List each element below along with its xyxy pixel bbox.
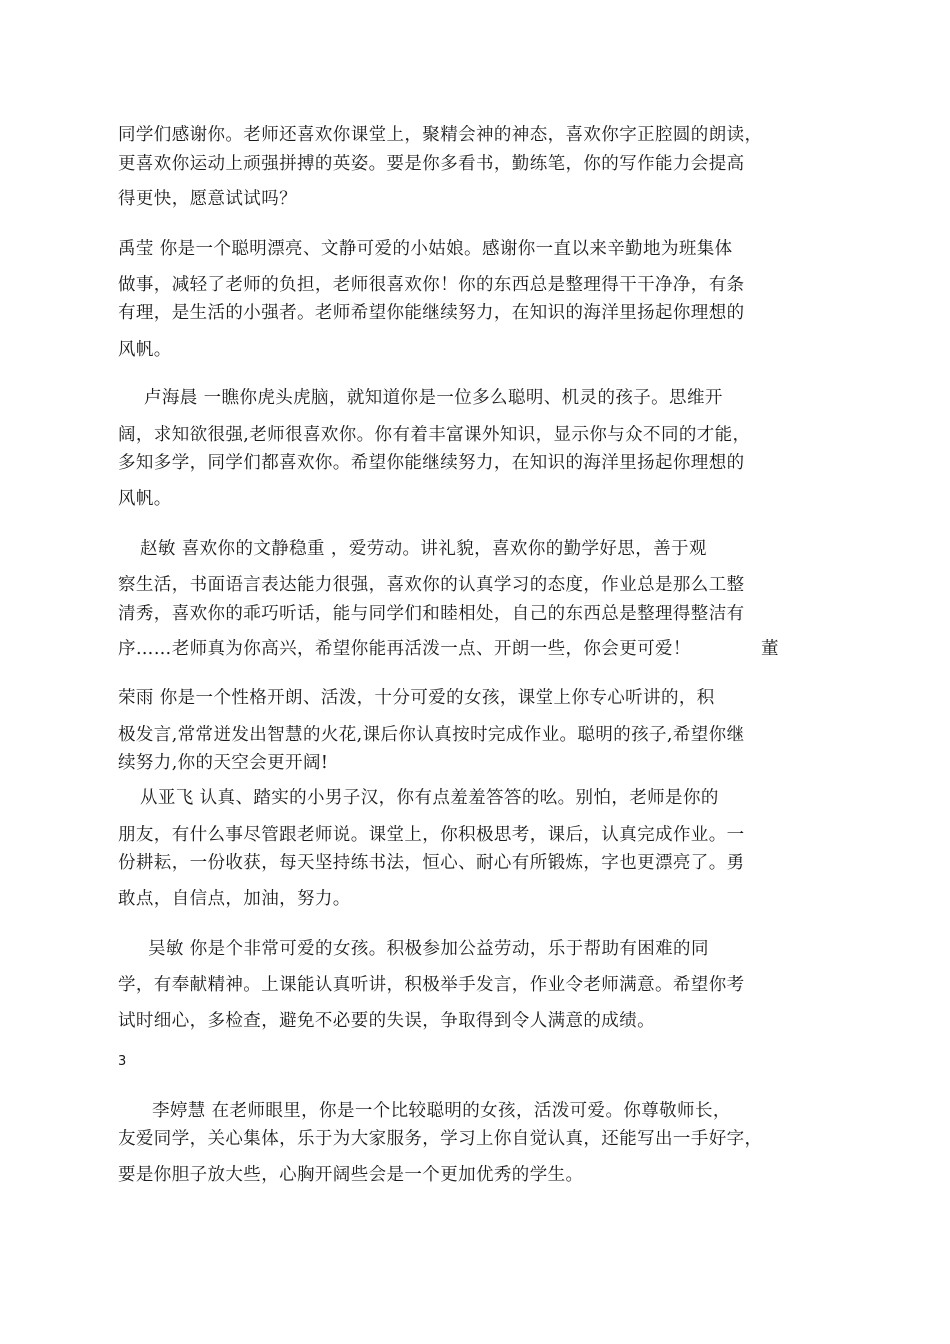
text-line: 风帆。 xyxy=(118,489,172,509)
text-line: 董 xyxy=(761,639,779,659)
text-line: 清秀，喜欢你的乖巧听话，能与同学们和睦相处，自己的东西总是整理得整洁有 xyxy=(118,604,745,624)
text-line: 荣雨 你是一个性格开朗、活泼，十分可爱的女孩，课堂上你专心听讲的，积 xyxy=(118,688,715,708)
text-line: 禹莹 你是一个聪明漂亮、文静可爱的小姑娘。感谢你一直以来辛勤地为班集体 xyxy=(118,239,733,259)
text-line: 阔，求知欲很强,老师很喜欢你。你有着丰富课外知识，显示你与众不同的才能， xyxy=(118,425,751,445)
text-line: 要是你胆子放大些，心胸开阔些会是一个更加优秀的学生。 xyxy=(118,1165,584,1185)
text-line: 多知多学，同学们都喜欢你。希望你能继续努力，在知识的海洋里扬起你理想的 xyxy=(118,453,745,473)
text-line: 吴敏 你是个非常可爱的女孩。积极参加公益劳动，乐于帮助有困难的同 xyxy=(148,939,709,959)
text-line: 李婷慧 在老师眼里，你是一个比较聪明的女孩，活泼可爱。你尊敬师长， xyxy=(152,1101,731,1121)
text-line: 序……老师真为你高兴，希望你能再活泼一点、开朗一些，你会更可爱！ xyxy=(118,639,691,659)
text-line: 得更快，愿意试试吗？ xyxy=(118,189,297,209)
text-line: 敢点，自信点，加油，努力。 xyxy=(118,889,351,909)
text-line: 份耕耘，一份收获，每天坚持练书法，恒心、耐心有所锻炼，字也更漂亮了。勇 xyxy=(118,853,745,873)
text-line: 从亚飞 认真、踏实的小男子汉，你有点羞羞答答的吆。别怕，老师是你的 xyxy=(140,788,719,808)
text-line: 察生活，书面语言表达能力很强，喜欢你的认真学习的态度，作业总是那么工整 xyxy=(118,575,745,595)
text-line: 做事，减轻了老师的负担，老师很喜欢你！你的东西总是整理得干干净净，有条 xyxy=(118,275,745,295)
text-line: 卢海晨 一瞧你虎头虎脑，就知道你是一位多么聪明、机灵的孩子。思维开 xyxy=(144,388,723,408)
text-line: 朋友，有什么事尽管跟老师说。课堂上，你积极思考，课后，认真完成作业。一 xyxy=(118,825,745,845)
text-line: 赵敏 喜欢你的文静稳重 ，爱劳动。讲礼貌，喜欢你的勤学好思，善于观 xyxy=(140,539,707,559)
page-number: 3 xyxy=(118,1054,127,1069)
text-line: 有理，是生活的小强者。老师希望你能继续努力，在知识的海洋里扬起你理想的 xyxy=(118,303,745,323)
text-line: 极发言,常常迸发出智慧的火花,课后你认真按时完成作业。聪明的孩子,希望你继 xyxy=(118,725,745,745)
text-line: 风帆。 xyxy=(118,340,172,360)
text-line: 学，有奉献精神。上课能认真听讲，积极举手发言，作业令老师满意。希望你考 xyxy=(118,975,745,995)
text-line: 续努力,你的天空会更开阔! xyxy=(118,753,329,773)
text-line: 更喜欢你运动上顽强拼搏的英姿。要是你多看书，勤练笔，你的写作能力会提高 xyxy=(118,154,745,174)
text-line: 友爱同学，关心集体，乐于为大家服务，学习上你自觉认真，还能写出一手好字， xyxy=(118,1129,763,1149)
text-line: 试时细心，多检查，避免不必要的失误，争取得到令人满意的成绩。 xyxy=(118,1011,655,1031)
text-line: 同学们感谢你。老师还喜欢你课堂上，聚精会神的神态，喜欢你字正腔圆的朗读， xyxy=(118,125,763,145)
